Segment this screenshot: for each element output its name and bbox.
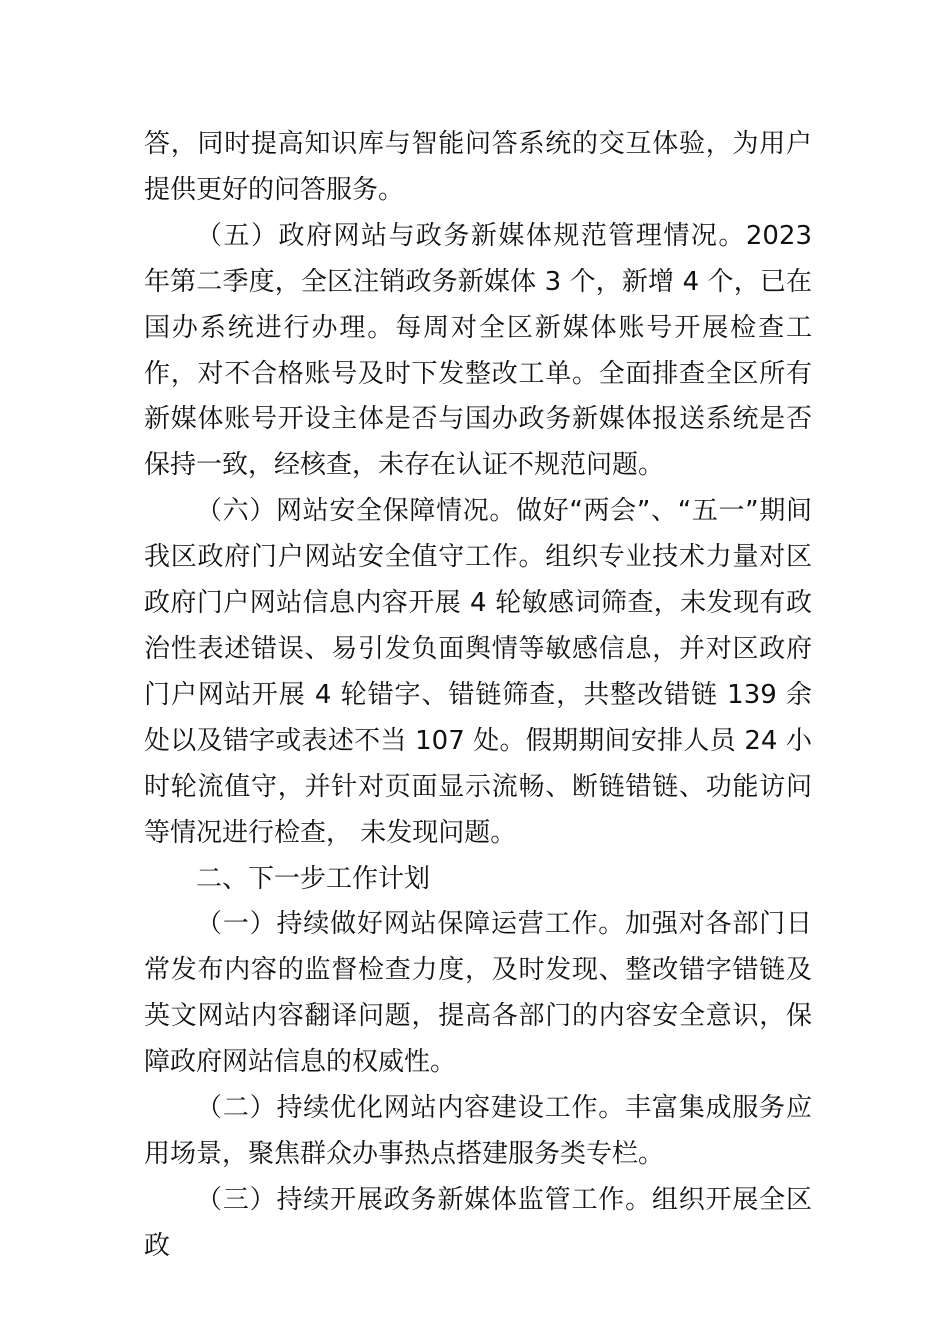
paragraph-section-6: （六）网站安全保障情况。做好“两会”、“五一”期间我区政府门户网站安全值守工作。组织专业技术力量对区政府门户网站信息内容开展 4 轮敏感词筛查，未发现有政治性表述错误、易引发负面舆情等敏感信息，并对区政府门户网站开展 4 轮错字、错链筛查，共整改错链 139 余处以及错字或表述不当 107 处。假期期间安排人员 24 小时轮流值守，并针对页面显示流畅、断链错链、功能访问等情况进行检查， 未发现问题。 xyxy=(144,496,812,848)
paragraph-plan-3: （三）持续开展政务新媒体监管工作。组织开展全区政 xyxy=(144,1184,812,1261)
paragraph-continuation: 答，同时提高知识库与智能问答系统的交互体验，为用户提供更好的问答服务。 xyxy=(144,129,812,205)
paragraph-plan-2: （二）持续优化网站内容建设工作。丰富集成服务应用场景，聚焦群众办事热点搭建服务类专栏。 xyxy=(144,1093,812,1169)
paragraph-plan-1: （一）持续做好网站保障运营工作。加强对各部门日常发布内容的监督检查力度，及时发现、整改错字错链及英文网站内容翻译问题，提高各部门的内容安全意识，保障政府网站信息的权威性。 xyxy=(144,909,812,1078)
paragraph-section-5: （五）政府网站与政务新媒体规范管理情况。2023 年第二季度，全区注销政务新媒体 3 个，新增 4 个，已在国办系统进行办理。每周对全区新媒体账号开展检查工作，对不合格账号及时下发整改工单。全面排查全区所有新媒体账号开设主体是否与国办政务新媒体报送系统是否保持一致，经核查，未存在认证不规范问题。 xyxy=(144,220,812,481)
document-body xyxy=(144,122,812,1270)
section-heading-next-steps: 二、下一步工作计划 xyxy=(196,863,431,894)
